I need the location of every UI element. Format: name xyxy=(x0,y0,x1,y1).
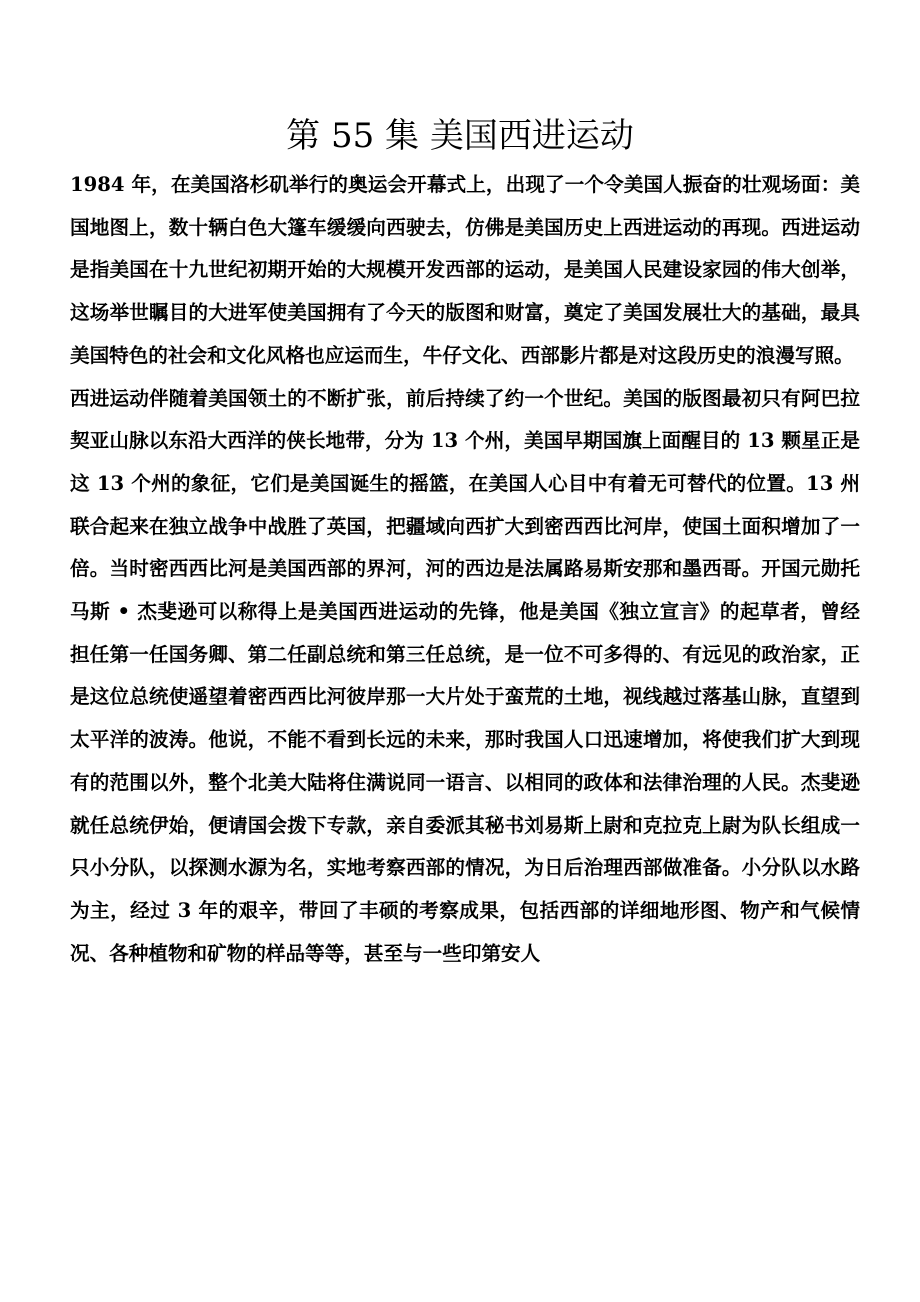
paragraph-2: 西进运动伴随着美国领土的不断扩张，前后持续了约一个世纪。美国的版图最初只有阿巴拉契亚山脉以东沿大西洋的侠长地带，分为 13 个州，美国早期国旗上面醒目的 13 颗星正是这 13 个州的象征，它们是美国诞生的摇篮，在美国人心目中有着无可替代的位置。13 州联合起来在独立战争中战胜了英国，把疆域向西扩大到密西西比河岸，使国土面积增加了一倍。当时密西西比河是美国西部的界河，河的西边是法属路易斯安那和墨西哥。开国元勋托马斯 • 杰斐逊可以称得上是美国西进运动的先锋，他是美国《独立宣言》的起草者，曾经担任第一任国务卿、第二任副总统和第三任总统，是一位不可多得的、有远见的政治家，正是这位总统使遥望着密西西比河彼岸那一大片处于蛮荒的土地，视线越过落基山脉，直望到太平洋的波涛。他说，不能不看到长远的未来，那时我国人口迅速增加，将使我们扩大到现有的范围以外，整个北美大陆将住满说同一语言、以相同的政体和法律治理的人民。杰斐逊就任总统伊始，便请国会拨下专款，亲自委派其秘书刘易斯上尉和克拉克上尉为队长组成一只小分队，以探测水源为名，实地考察西部的情况，为日后治理西部做准备。小分队以水路为主，经过 3 年的艰辛，带回了丰硕的考察成果，包括西部的详细地形图、物产和气候情况、各种植物和矿物的样品等等，甚至与一些印第安人 xyxy=(70,386,860,965)
paragraph-1: 1984 年，在美国洛杉矶举行的奥运会开幕式上，出现了一个令美国人振奋的壮观场面：美国地图上，数十辆白色大篷车缓缓向西驶去，仿佛是美国历史上西进运动的再现。西进运动是指美国在十九世纪初期开始的大规模开发西部的运动，是美国人民建设家园的伟大创举，这场举世瞩目的大进军使美国拥有了今天的版图和财富，奠定了美国发展壮大的基础，最具美国特色的社会和文化风格也应运而生，牛仔文化、西部影片都是对这段历史的浪漫写照。 xyxy=(70,173,860,367)
document-title: 第 55 集 美国西进运动 xyxy=(286,116,634,156)
document-body xyxy=(70,164,860,975)
